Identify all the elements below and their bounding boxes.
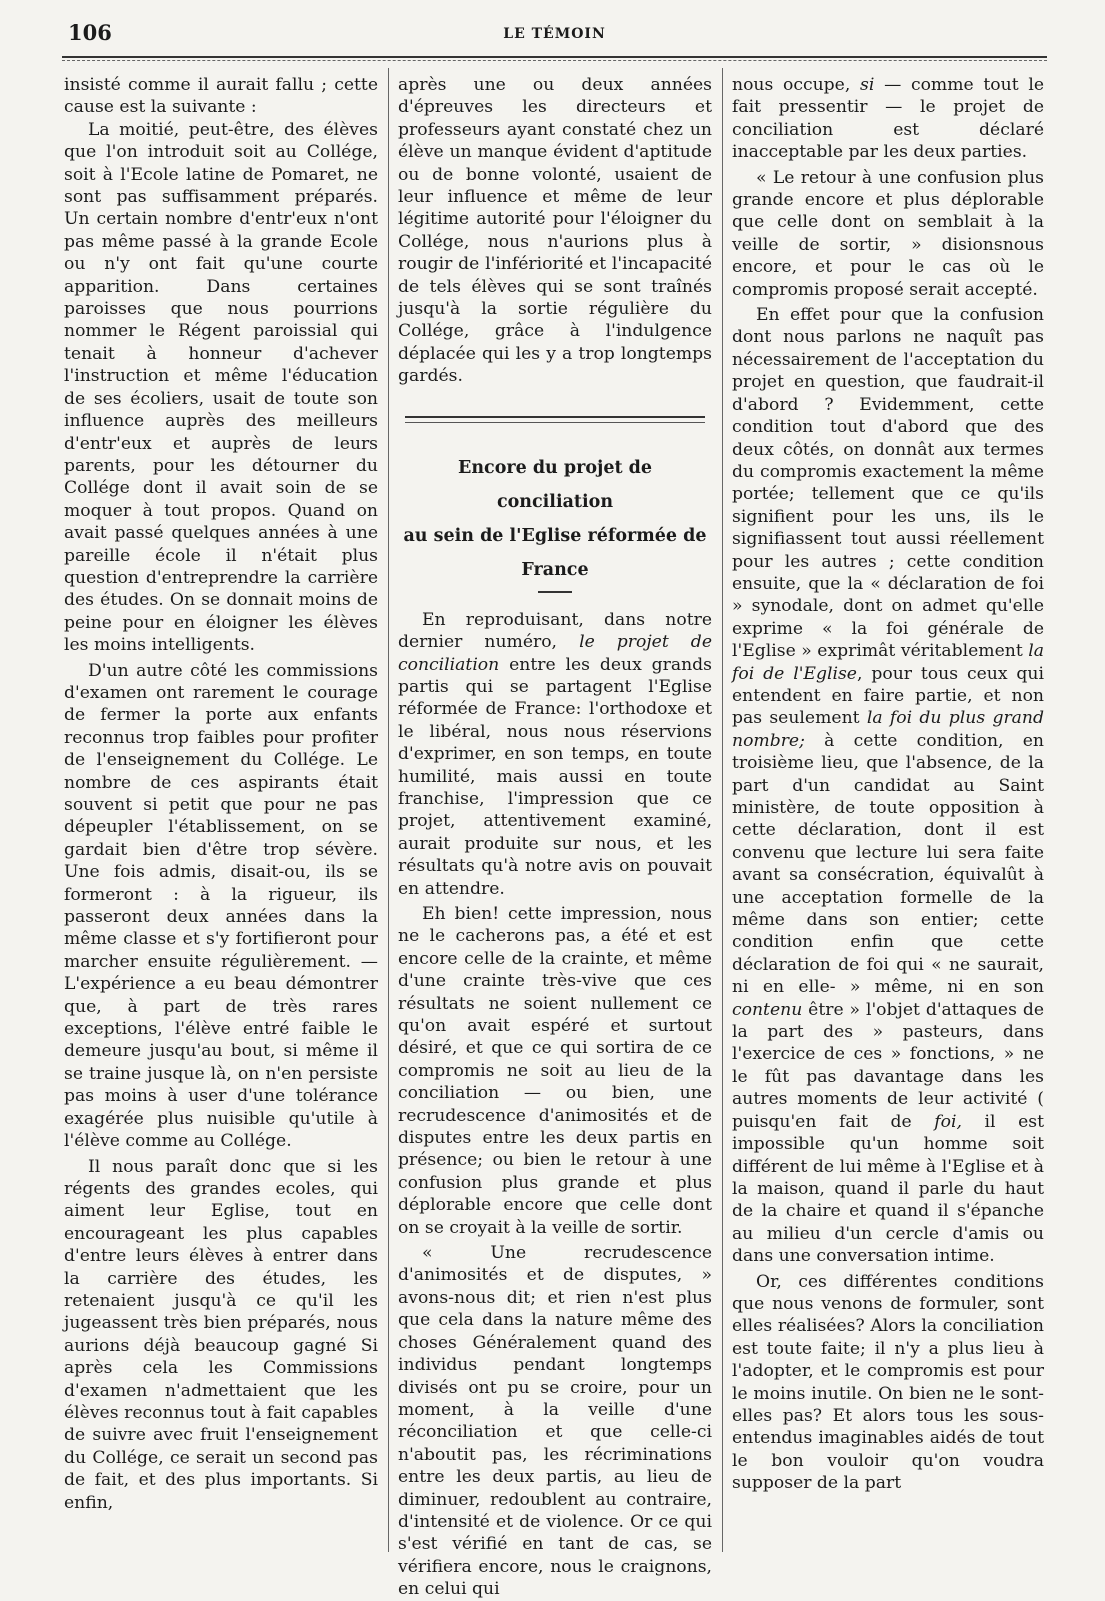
paragraph: En effet pour que la confusion dont nous parlons ne naquît pas nécessairement de l'acceptation du projet en question, que faudrait-il d'abord ? Evidemment, cette condition tout d'abord que des deux côtés, on donnât aux termes du compromis exactement la même portée; tellement que ce qu'ils signifient pour les uns, ils le signifiassent tout aussi réellement pour les autres ; cette condition ensuite, que la « déclaration de foi » synodale, dont on admet qu'elle exprime « la foi générale de l'Eglise » exprimât véritablement la foi de l'Eglise, pour tous ceux qui entendent en faire partie, et non pas seulement la foi du plus grand nombre; à cette condition, en troisième lieu, que l'absence, de la part d'un candidat au Saint ministère, de toute opposition à cette déclaration, dont il est convenu que lecture lui sera faite avant sa consécration, équivalût à une acceptation formelle de la même dans son entier; cette condition enfin que cette déclaration de foi qui « ne saurait, ni en elle- » même, ni en son contenu être » l'objet d'attaques de la part des » pasteurs, dans l'exercice de ces » fonctions, » ne le fût pas davantage dans les autres moments de leur activité ( puisqu'en fait de foi, il est impossible qu'un homme soit différent de lui même à l'Eglise et à la maison, quand il parle du haut de la chaire et quand il s'épanche au milieu d'un cercle d'amis ou dans une conversation intime.: [732, 305, 1045, 1267]
paragraph: En reproduisant, dans notre dernier numéro, le projet de conciliation entre les deux grands partis qui se partagent l'Eglise réformée de France: l'orthodoxe et le libéral, nous nous réservions d'exprimer, en son temps, en toute humilité, mais aussi en toute franchise, l'impression que ce projet, attentivement examiné, aurait produite sur nous, et les résultats qu'à notre avis on pouvait en attendre.: [398, 609, 712, 899]
header-rule-dashed: [62, 60, 1047, 61]
column-1: [64, 74, 378, 1514]
column-separator: [388, 68, 389, 1552]
paragraph: Il nous paraît donc que si les régents des grandes ecoles, qui aiment leur Eglise, tout en encourageant les plus capables d'entre leurs élèves à entrer dans la carrière des études, les retenaient jusqu'à ce qu'il les jugeassent très bien préparés, nous aurions déjà beaucoup gagné Si après cela les Commissions d'examen n'admettaient que les élèves reconnus tout à fait capables de suivre avec fruit l'enseignement du Collége, ce serait un second pas de fait, et des plus importants. Si enfin,: [64, 1156, 378, 1513]
paragraph: D'un autre côté les commissions d'examen ont rarement le courage de fermer la porte aux enfants reconnus trop faibles pour profiter de l'enseignement du Collége. Le nombre de ces aspirants était souvent si petit que pour ne pas dépeupler l'établissement, on se gardait bien d'être trop sévère. Une fois admis, disait-ou, ils se formeront : à la rigueur, ils passeront deux années dans la même classe et s'y fortifieront pour marcher ensuite régulièrement. — L'expérience a eu beau démontrer que, à part de très rares exceptions, l'élève entré faible le demeure jusqu'au bout, si même il se traine jusque là, on n'en persiste pas moins à user d'une tolérance exagérée plus nuisible qu'utile à l'élève comme au Collége.: [64, 660, 378, 1152]
column-2: [398, 74, 712, 1601]
page-number: 106: [68, 20, 112, 45]
italic-text: contenu: [732, 999, 803, 1020]
header-rule: [62, 56, 1047, 58]
paragraph: après une ou deux années d'épreuves les directeurs et professeurs ayant constaté chez un élève un manque évident d'aptitude ou de bonne volonté, usaient de leur influence et même de leur légitime autorité pour l'éloigner du Collége, nous n'aurions plus à rougir de l'infériorité et l'incapacité de tels élèves qui se sont traînés jusqu'à la sortie régulière du Collége, grâce à l'indulgence déplacée qui les y a trop longtemps gardés.: [398, 75, 712, 387]
italic-text: la foi du plus grand nombre;: [732, 708, 1044, 751]
italic-text: foi,: [934, 1111, 962, 1132]
title-underline: [538, 591, 572, 593]
paragraph: La moitié, peut-être, des élèves que l'on introduit soit au Collége, soit à l'Ecole latine de Pomaret, ne sont pas suffisamment préparés. Un certain nombre d'entr'eux n'ont pas même passé à la grande Ecole ou n'y ont fait qu'une courte apparition. Dans certaines paroisses que nous pourrions nommer le Régent paroissial qui tenait à honneur d'achever l'instruction et même l'éducation de ses écoliers, usait de toute son influence auprès des meilleurs d'entr'eux et auprès de leurs parents, pour les détourner du Collége dont il avait soin de se moquer à tout propos. Quand on avait passé quelques années à une pareille école il n'était plus question d'entreprendre la carrière des études. On se donnait moins de peine pour en éloigner les élèves les moins intelligents.: [64, 119, 378, 656]
column-3: [732, 74, 1044, 1495]
paragraph: nous occupe, si — comme tout le fait pressentir — le projet de conciliation est déclaré inacceptable par les deux parties.: [732, 75, 1044, 163]
column-separator: [722, 68, 723, 1552]
section-divider: [405, 416, 705, 418]
section-title: [398, 451, 712, 587]
section-title-line-2: au sein de l'Eglise réformée de France: [403, 525, 707, 580]
journal-title: LE TÉMOIN: [503, 26, 606, 42]
paragraph: « Le retour à une confusion plus grande encore et plus déplorable que celle dont on semblait à la veille de sortir, » disionsnous encore, et pour le cas où le compromis proposé serait accepté.: [732, 167, 1044, 300]
italic-text: si: [860, 75, 875, 95]
paragraph: Or, ces différentes conditions que nous venons de formuler, sont elles réalisées? Alors la conciliation est toute faite; il n'y a plus lieu à l'adopter, et le compromis est pour le moins inutile. On bien ne le sont-elles pas? Et alors tous les sous-entendus imaginables aidés de tout le bon vouloir qu'on voudra supposer de la part: [732, 1271, 1044, 1494]
paragraph: Eh bien! cette impression, nous ne le cacherons pas, a été et est encore celle de la crainte, et même d'une crainte très-vive que ces résultats ne soient nullement ce qu'on avait espéré et surtout désiré, et que ce qui sortira de ce compromis ne soit au lieu de la conciliation — ou bien, une recrudescence d'animosités et de disputes entre les deux partis en présence; ou bien le retour à une confusion plus grande et plus déplorable encore que celle dont on se croyait à la veille de sortir.: [398, 903, 712, 1238]
page-header: [62, 18, 1047, 48]
section-title-line-1: Encore du projet de conciliation: [457, 457, 653, 512]
paragraph: « Une recrudescence d'animosités et de disputes, » avons-nous dit; et rien n'est plus que cela dans la nature même des choses Généralement quand des individus pendant longtemps divisés ont pu se croire, pour un moment, à la veille d'une réconciliation et que celle-ci n'aboutit pas, les récriminations entre les deux partis, au lieu de diminuer, redoublent au contraire, d'intensité et de violence. Or ce qui s'est vérifié en tant de cas, se vérifiera encore, nous le craignons, en celui qui: [398, 1243, 712, 1600]
section-divider-thin: [405, 422, 705, 423]
italic-text: la foi de l'Eglise: [732, 641, 1045, 684]
paragraph: insisté comme il aurait fallu ; cette cause est la suivante :: [64, 75, 378, 118]
italic-text: le projet de conciliation: [398, 632, 712, 675]
